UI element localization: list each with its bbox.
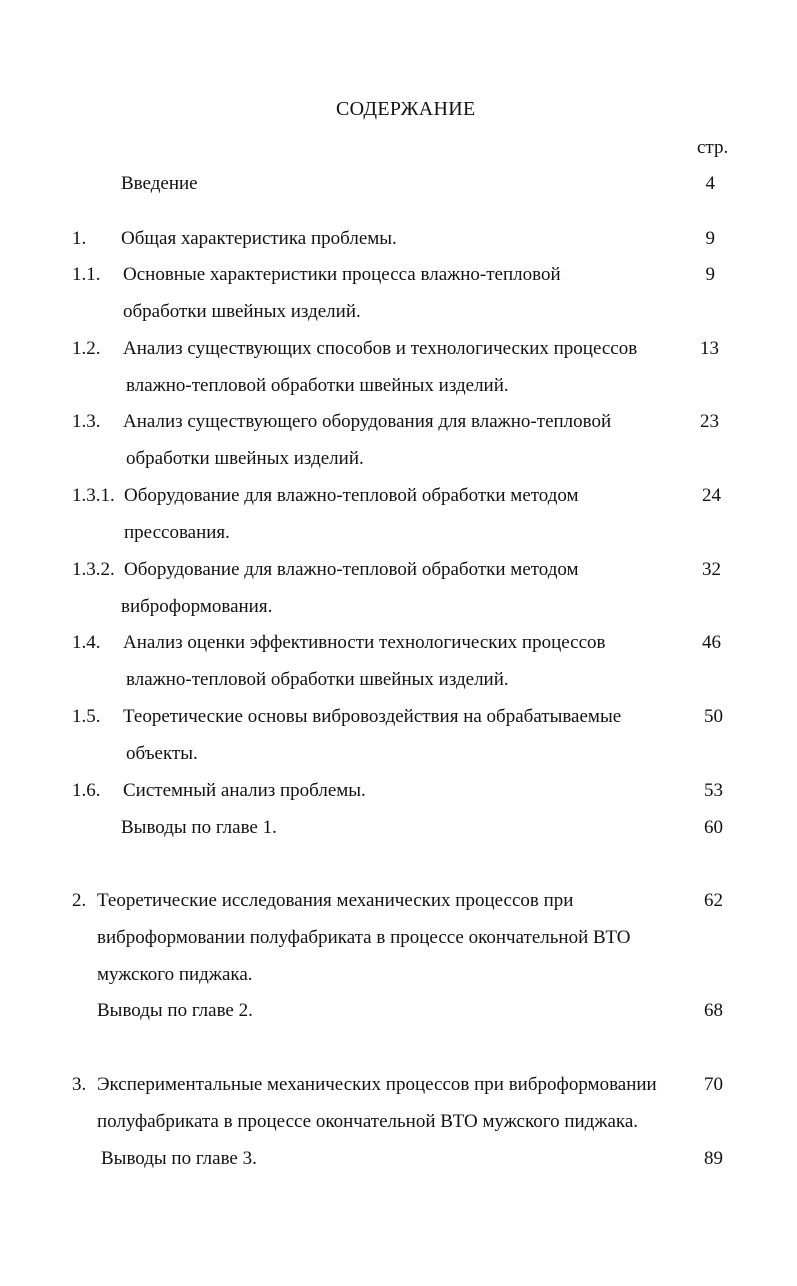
toc-entry-number: 1.3. <box>72 411 101 432</box>
toc-entry-text: Введение <box>121 173 198 194</box>
toc-entry-text-continued: обработки швейных изделий. <box>126 448 364 469</box>
toc-entry-number: 1. <box>72 228 87 249</box>
toc-entry-text: Анализ существующих способов и технологических процессов <box>123 338 638 359</box>
toc-entry-text-continued: виброформования. <box>121 596 273 617</box>
toc-entry-text: Общая характеристика проблемы. <box>121 228 397 249</box>
page-column-header: стр. <box>697 137 729 158</box>
toc-entry-number: 1.3.1. <box>72 485 115 506</box>
toc-entry-page: 89 <box>704 1148 723 1169</box>
toc-entry-number: 1.1. <box>72 264 101 285</box>
toc-entry-page: 9 <box>705 228 715 249</box>
toc-entry-text-continued: влажно-тепловой обработки швейных изделий. <box>126 375 509 396</box>
toc-entry-text: Экспериментальные механических процессов при виброформовании <box>97 1074 657 1095</box>
toc-entry-text: Выводы по главе 2. <box>97 1000 253 1021</box>
toc-entry-text-continued: влажно-тепловой обработки швейных изделий. <box>126 669 509 690</box>
toc-entry-text: Системный анализ проблемы. <box>123 780 366 801</box>
toc-entry-text: Выводы по главе 1. <box>121 817 277 838</box>
toc-entry-number: 1.3.2. <box>72 559 115 580</box>
toc-entry-text-continued: обработки швейных изделий. <box>123 301 361 322</box>
toc-entry-number: 2. <box>72 890 87 911</box>
toc-entry-text: Анализ оценки эффективности технологических процессов <box>123 632 606 653</box>
toc-entry-text: Оборудование для влажно-тепловой обработки методом <box>124 559 579 580</box>
toc-entry-number: 1.2. <box>72 338 101 359</box>
toc-entry-text: Теоретические основы вибровоздействия на обрабатываемые <box>123 706 622 727</box>
toc-entry-page: 62 <box>704 890 723 911</box>
toc-entry-page: 24 <box>702 485 721 506</box>
toc-entry-number: 1.4. <box>72 632 101 653</box>
toc-entry-page: 60 <box>704 817 723 838</box>
toc-entry-text: Анализ существующего оборудования для влажно-тепловой <box>123 411 612 432</box>
toc-entry-text-continued: мужского пиджака. <box>97 964 253 985</box>
toc-entry-text: Оборудование для влажно-тепловой обработки методом <box>124 485 579 506</box>
toc-entry-number: 1.5. <box>72 706 101 727</box>
toc-entry-text-continued: полуфабриката в процессе окончательной ВТО мужского пиджака. <box>97 1111 639 1132</box>
toc-entry-number: 3. <box>72 1074 87 1095</box>
toc-entry-page: 13 <box>700 338 719 359</box>
toc-entry-text: Выводы по главе 3. <box>101 1148 257 1169</box>
toc-entry-page: 70 <box>704 1074 723 1095</box>
toc-entry-page: 50 <box>704 706 723 727</box>
toc-entry-text: Теоретические исследования механических процессов при <box>97 890 574 911</box>
toc-entry-page: 32 <box>702 559 721 580</box>
toc-entry-page: 23 <box>700 411 719 432</box>
toc-entry-text-continued: виброформовании полуфабриката в процессе окончательной ВТО <box>97 927 631 948</box>
toc-entry-text: Основные характеристики процесса влажно-тепловой <box>123 264 561 285</box>
toc-title: СОДЕРЖАНИЕ <box>336 98 476 120</box>
toc-entry-page: 9 <box>705 264 715 285</box>
toc-entry-page: 53 <box>704 780 723 801</box>
toc-entry-number: 1.6. <box>72 780 101 801</box>
toc-entry-text-continued: прессования. <box>124 522 230 543</box>
toc-entry-page: 68 <box>704 1000 723 1021</box>
toc-entry-text-continued: объекты. <box>126 743 198 764</box>
toc-entry-page: 4 <box>705 173 715 194</box>
toc-entry-page: 46 <box>702 632 721 653</box>
